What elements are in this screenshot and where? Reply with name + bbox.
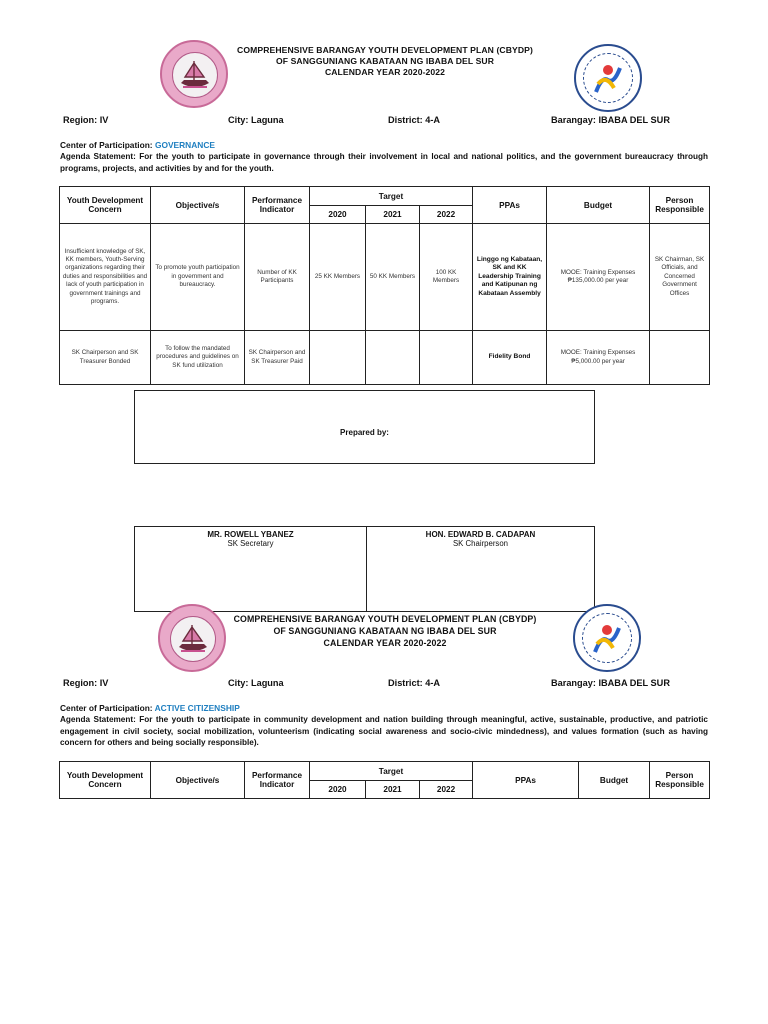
barangay-label: Barangay: IBABA DEL SUR (551, 115, 670, 125)
cell-budget: MOOE: Training Expenses ₱5,000.00 per year (547, 331, 650, 385)
center-of-participation (60, 703, 240, 713)
signatory-chairperson (367, 527, 595, 612)
header-concern: Youth Development Concern (60, 762, 151, 799)
document-title (200, 613, 570, 649)
header-target: Target (310, 187, 473, 206)
signatory-name: HON. EDWARD B. CADAPAN (425, 530, 536, 539)
cell-indicator: Number of KK Participants (245, 224, 310, 331)
plan-table-active-citizenship (59, 761, 710, 799)
city-label: City: Laguna (228, 115, 284, 125)
cell-indicator: SK Chairperson and SK Treasurer Paid (245, 331, 310, 385)
center-value: ACTIVE CITIZENSHIP (154, 703, 240, 713)
header-indicator: Performance Indicator (245, 187, 310, 224)
document-title (200, 45, 570, 78)
header-objective: Objective/s (151, 187, 245, 224)
signatories-table (134, 526, 595, 612)
header-year-2022: 2022 (420, 206, 473, 224)
signatory-name: MR. ROWELL YBANEZ (207, 530, 294, 539)
cell-objective: To promote youth participation in government and bureaucracy. (151, 224, 245, 331)
header-person: Person Responsible (650, 762, 710, 799)
header-year-2022: 2022 (420, 781, 473, 799)
cell-2022: 100 KK Members (420, 224, 473, 331)
cell-objective: To follow the mandated procedures and guidelines on SK fund utilization (151, 331, 245, 385)
region-label: Region: IV (63, 115, 109, 125)
cell-person (650, 331, 710, 385)
right-seal-logo (574, 44, 642, 112)
header-target: Target (310, 762, 473, 781)
prepared-by-label: Prepared by: (340, 428, 389, 437)
district-label: District: 4-A (388, 115, 441, 125)
center-value: GOVERNANCE (154, 140, 215, 150)
header-year-2021: 2021 (366, 206, 420, 224)
title-line-3: CALENDAR YEAR 2020-2022 (323, 638, 447, 648)
header-objective: Objective/s (151, 762, 245, 799)
header-ppas: PPAs (473, 187, 547, 224)
title-line-3: CALENDAR YEAR 2020-2022 (324, 67, 446, 77)
header-year-2021: 2021 (366, 781, 420, 799)
header-person: Person Responsible (650, 187, 710, 224)
sk-emblem-icon (582, 613, 632, 663)
cell-budget: MOOE: Training Expenses ₱135,000.00 per year (547, 224, 650, 331)
title-line-1: COMPREHENSIVE BARANGAY YOUTH DEVELOPMENT PLAN (CBYDP) (233, 614, 537, 624)
signatory-secretary (135, 527, 367, 612)
header-budget: Budget (547, 187, 650, 224)
cell-concern: SK Chairperson and SK Treasurer Bonded (60, 331, 151, 385)
header-year-2020: 2020 (310, 781, 366, 799)
barangay-label: Barangay: IBABA DEL SUR (551, 678, 670, 688)
cell-2022 (420, 331, 473, 385)
cell-concern: Insufficient knowledge of SK, KK members, Youth-Serving organizations regarding their duties and responsibilities and lack of youth participation in government trainings and programs. (60, 224, 151, 331)
sk-emblem-icon (583, 53, 633, 103)
agenda-statement: Agenda Statement: For the youth to participate in governance through their involvement in local and national politics, and the government bureaucracy through programs, projects, and activities by and for the youth. (60, 152, 708, 173)
cell-2020 (310, 331, 366, 385)
table-row (60, 331, 710, 385)
cell-ppas: Linggo ng Kabataan, SK and KK Leadership Training and Katipunan ng Kabataan Assembly (473, 224, 547, 331)
prepared-by-box (134, 390, 595, 464)
header-ppas: PPAs (473, 762, 579, 799)
plan-table-governance (59, 186, 710, 385)
signatory-role: SK Chairperson (452, 539, 509, 548)
title-line-2: OF SANGGUNIANG KABATAAN NG IBABA DEL SUR (273, 626, 497, 636)
table-row (60, 224, 710, 331)
agenda-statement: Agenda Statement: For the youth to participate in community development and nation building through meaningful, active, sustainable, productive, and patriotic engagement in civil society, social mobilization, volunteerism (indicating social awareness and socio-civic mindedness), and values formation (such as having concern for others and being socially responsible). (60, 715, 708, 747)
cell-2020: 25 KK Members (310, 224, 366, 331)
header-year-2020: 2020 (310, 206, 366, 224)
header-indicator: Performance Indicator (245, 762, 310, 799)
district-label: District: 4-A (388, 678, 441, 688)
cell-ppas: Fidelity Bond (473, 331, 547, 385)
header-budget: Budget (579, 762, 650, 799)
city-label: City: Laguna (228, 678, 284, 688)
center-label: Center of Participation: (60, 703, 153, 713)
center-label: Center of Participation: (60, 140, 153, 150)
header-concern: Youth Development Concern (60, 187, 151, 224)
cell-2021 (366, 331, 420, 385)
title-line-1: COMPREHENSIVE BARANGAY YOUTH DEVELOPMENT PLAN (CBYDP) (237, 45, 533, 55)
region-label: Region: IV (63, 678, 109, 688)
title-line-2: OF SANGGUNIANG KABATAAN NG IBABA DEL SUR (275, 56, 495, 66)
center-of-participation (60, 140, 215, 150)
cell-person: SK Chairman, SK Officials, and Concerned Government Offices (650, 224, 710, 331)
cell-2021: 50 KK Members (366, 224, 420, 331)
signatory-role: SK Secretary (227, 539, 274, 548)
right-seal-logo (573, 604, 641, 672)
